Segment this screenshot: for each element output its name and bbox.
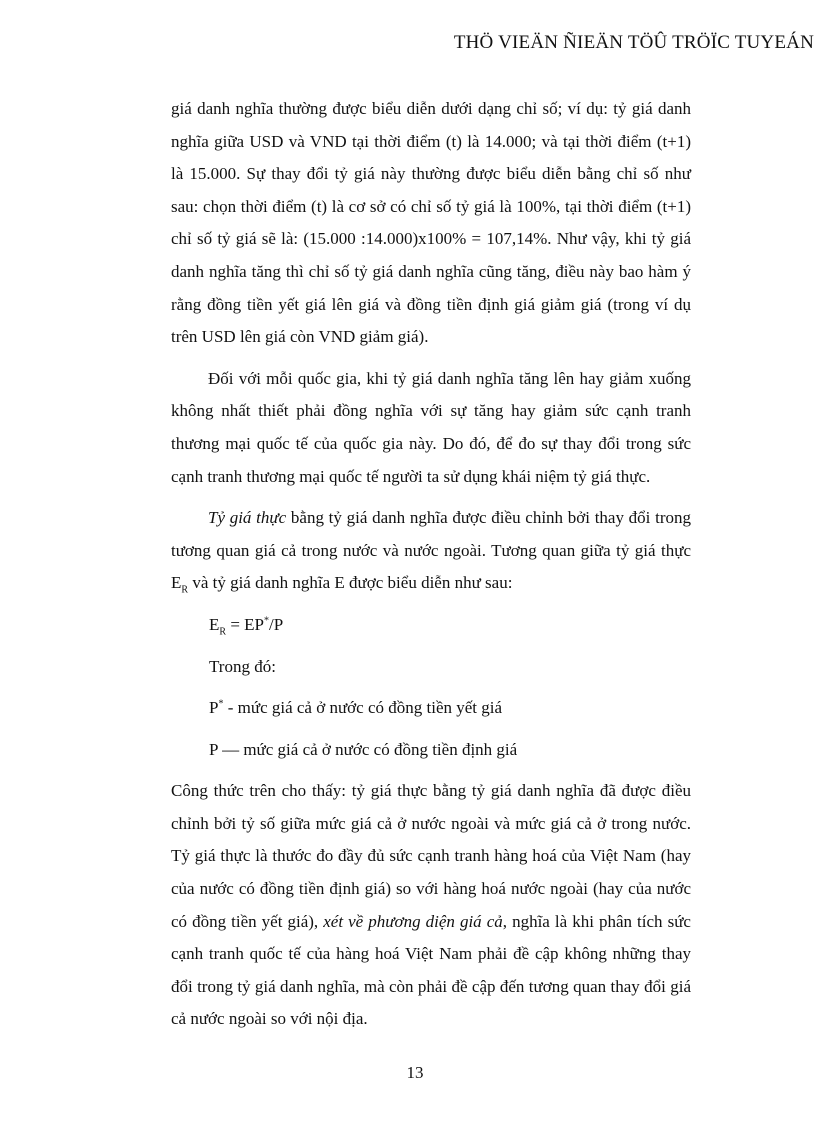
italic-phrase: xét về phương diện giá cả xyxy=(323,911,503,931)
def-text: - mức giá cả ở nước có đồng tiền yết giá xyxy=(223,698,503,718)
document-body xyxy=(171,93,691,1036)
text-segment: Công thức trên cho thấy: tỷ giá thực bằng tỷ giá danh nghĩa đã được điều chỉnh bởi tỷ số giữa mức giá cả ở nước ngoài và mức giá cả ở trong nước. Tỷ giá thực là thước đo đầy đủ sức cạnh tranh hàng hoá của Việt Nam (hay của nước có đồng tiền định giá) so với hàng hoá nước ngoài (hay của nước có đồng tiền yết giá), xyxy=(171,781,691,931)
paragraph-real-exchange-rate xyxy=(171,502,691,600)
subscript-r: R xyxy=(181,584,189,596)
formula-end: /P xyxy=(269,614,284,634)
text-segment: và tỷ giá danh nghĩa E được biểu diễn như sau: xyxy=(188,573,513,593)
page-header: THÖ VIEÄN ÑIEÄN TÖÛ TRÖÏC TUYEÁN xyxy=(453,32,814,53)
paragraph-nominal-rate-index: giá danh nghĩa thường được biểu diễn dưới dạng chỉ số; ví dụ: tỷ giá danh nghĩa giữa USD và VND tại thời điểm (t) là 14.000; và tại thời điểm (t+1) là 15.000. Sự thay đổi tỷ giá này thường được biểu diễn bằng chỉ số như sau: chọn thời điểm (t) là cơ sở có chỉ số tỷ giá là 100%, tại thời điểm (t+1) chỉ số tỷ giá sẽ là: (15.000 :14.000)x100% = 107,14%. Như vậy, khi tỷ giá danh nghĩa tăng thì chỉ số tỷ giá danh nghĩa cũng tăng, điều này bao hàm ý rằng đồng tiền yết giá lên giá và đồng tiền định giá giảm giá (trong ví dụ trên USD lên giá còn VND giảm giá). xyxy=(171,99,691,347)
formula-subscript: R xyxy=(219,626,227,638)
text-segment: bằng tỷ giá danh nghĩa được điều chỉnh bởi thay đổi trong tương quan giá cả trong nước và nước ngoài. Tương quan giữa tỷ giá thực E xyxy=(171,508,692,593)
definition-domestic-price: P — mức giá cả ở nước có đồng tiền định giá xyxy=(209,739,518,759)
term-real-exchange-rate: Tỷ giá thực xyxy=(208,508,287,528)
paragraph-competitiveness: Đối với mỗi quốc gia, khi tỷ giá danh nghĩa tăng lên hay giảm xuống không nhất thiết phải đồng nghĩa với sự tăng hay giảm sức cạnh tranh thương mại quốc tế của quốc gia này. Do đó, để đo sự thay đổi trong sức cạnh tranh thương mại quốc tế người ta sử dụng khái niệm tỷ giá thực. xyxy=(171,368,691,486)
formula-superscript: * xyxy=(264,615,269,627)
definition-foreign-price xyxy=(171,692,691,725)
formula-real-rate xyxy=(171,609,691,642)
def-symbol: P xyxy=(209,698,219,718)
paragraph-formula-explanation xyxy=(171,775,691,1036)
text-segment: , nghĩa là khi phân tích sức cạnh tranh quốc tế của hàng hoá Việt Nam phải đề cập không những thay đổi trong tỷ giá danh nghĩa, mà còn phải đề cập đến tương quan thay đổi giá cả nước ngoài so với nội địa. xyxy=(171,911,691,1029)
def-superscript: * xyxy=(218,698,224,710)
formula-middle: = EP xyxy=(226,614,264,634)
where-label: Trong đó: xyxy=(209,656,276,676)
page-number: 13 xyxy=(406,1063,424,1082)
formula-e: E xyxy=(209,614,220,634)
